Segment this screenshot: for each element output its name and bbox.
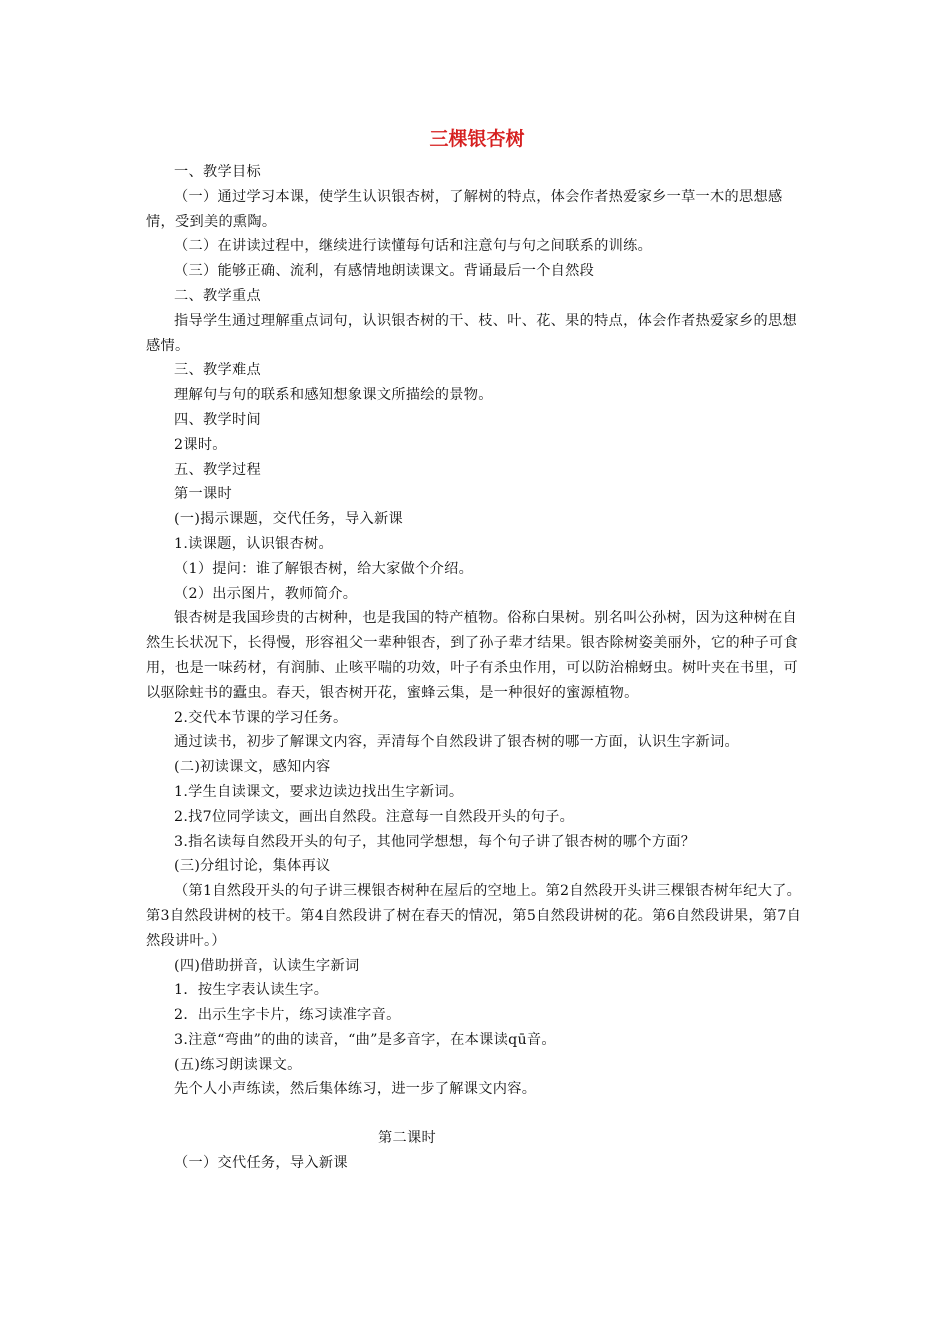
lesson-one-heading: 第一课时 <box>174 486 232 503</box>
step-5-heading: (五)练习朗读课文。 <box>174 1056 302 1073</box>
step-1-heading: (一)揭示课题，交代任务，导入新课 <box>174 511 403 528</box>
section-heading-time: 四、教学时间 <box>174 411 261 428</box>
step-3-text: （第1自然段开头的句子讲三棵银杏树种在屋后的空地上。第2自然段开头讲三棵银杏树年纪大了。第3自然段讲树的枝干。第4自然段讲了树在春天的情况，第5自然段讲树的花。第6自然段讲果，第7自然段讲叶。） <box>146 883 802 949</box>
ginkgo-introduction: 银杏树是我国珍贵的古树种，也是我国的特产植物。俗称白果树。别名叫公孙树，因为这种树在自然生长状况下，长得慢，形容祖父一辈种银杏，到了孙子辈才结果。银杏除树姿美丽外，它的种子可食用，也是一味药材，有润肺、止咳平喘的功效，叶子有杀虫作用，可以防治棉蚜虫。树叶夹在书里，可以驱除蛀书的蠹虫。春天，银杏树开花，蜜蜂云集，是一种很好的蜜源植物。 <box>146 610 798 701</box>
step-2-heading: (二)初读课文，感知内容 <box>174 759 331 776</box>
key-points-text: 指导学生通过理解重点词句，认识银杏树的干、枝、叶、花、果的特点，体会作者热爱家乡的思想感情。 <box>146 312 797 354</box>
difficulties-text: 理解句与句的联系和感知想象课文所描绘的景物。 <box>174 387 493 404</box>
goal-3: （三）能够正确、流利，有感情地朗读课文。背诵最后一个自然段 <box>174 263 595 280</box>
lesson-two-heading: 第二课时 <box>378 1130 436 1147</box>
step-4-heading: (四)借助拼音，认读生字新词 <box>174 957 360 974</box>
step-1-sub-1: （1）提问：谁了解银杏树，给大家做个介绍。 <box>174 560 474 577</box>
step-1-item-1: 1.读课题，认识银杏树。 <box>174 535 334 552</box>
step-2-item-1: 1.学生自读课文，要求边读边找出生字新词。 <box>174 783 464 800</box>
step-2-item-2: 2.找7位同学读文，画出自然段。注意每一自然段开头的句子。 <box>174 808 575 825</box>
section-heading-goals: 一、教学目标 <box>174 164 261 180</box>
section-gap <box>146 1102 808 1126</box>
step-1-item-2: 2.交代本节课的学习任务。 <box>174 709 348 726</box>
task-description: 通过读书，初步了解课文内容，弄清每个自然段讲了银杏树的哪一方面，认识生字新词。 <box>174 734 740 751</box>
step-3-heading: (三)分组讨论，集体再议 <box>174 858 331 875</box>
lesson-two-item-1: （一）交代任务，导入新课 <box>174 1155 348 1172</box>
goal-2: （二）在讲读过程中，继续进行读懂每句话和注意句与句之间联系的训练。 <box>174 238 653 255</box>
section-heading-difficulties: 三、教学难点 <box>174 362 261 379</box>
document-title: 三棵银杏树 <box>429 128 525 150</box>
step-2-item-3: 3.指名读每自然段开头的句子，其他同学想想，每个句子讲了银杏树的哪个方面？ <box>174 833 696 850</box>
step-4-item-1: 1．按生字表认读生字。 <box>174 982 329 999</box>
step-5-text: 先个人小声练读，然后集体练习，进一步了解课文内容。 <box>174 1081 537 1098</box>
goal-1: （一）通过学习本课，使学生认识银杏树，了解树的特点，体会作者热爱家乡一草一木的思想感情，受到美的熏陶。 <box>146 188 783 230</box>
section-heading-key-points: 二、教学重点 <box>174 287 261 304</box>
step-4-item-3: 3.注意“弯曲”的曲的读音，“曲”是多音字，在本课读qū音。 <box>174 1031 556 1048</box>
step-4-item-2: 2．出示生字卡片，练习读准字音。 <box>174 1007 401 1024</box>
section-heading-process: 五、教学过程 <box>174 461 261 478</box>
time-text: 2课时。 <box>174 436 227 453</box>
step-1-sub-2: （2）出示图片，教师简介。 <box>174 585 358 602</box>
document-page <box>146 126 808 1176</box>
